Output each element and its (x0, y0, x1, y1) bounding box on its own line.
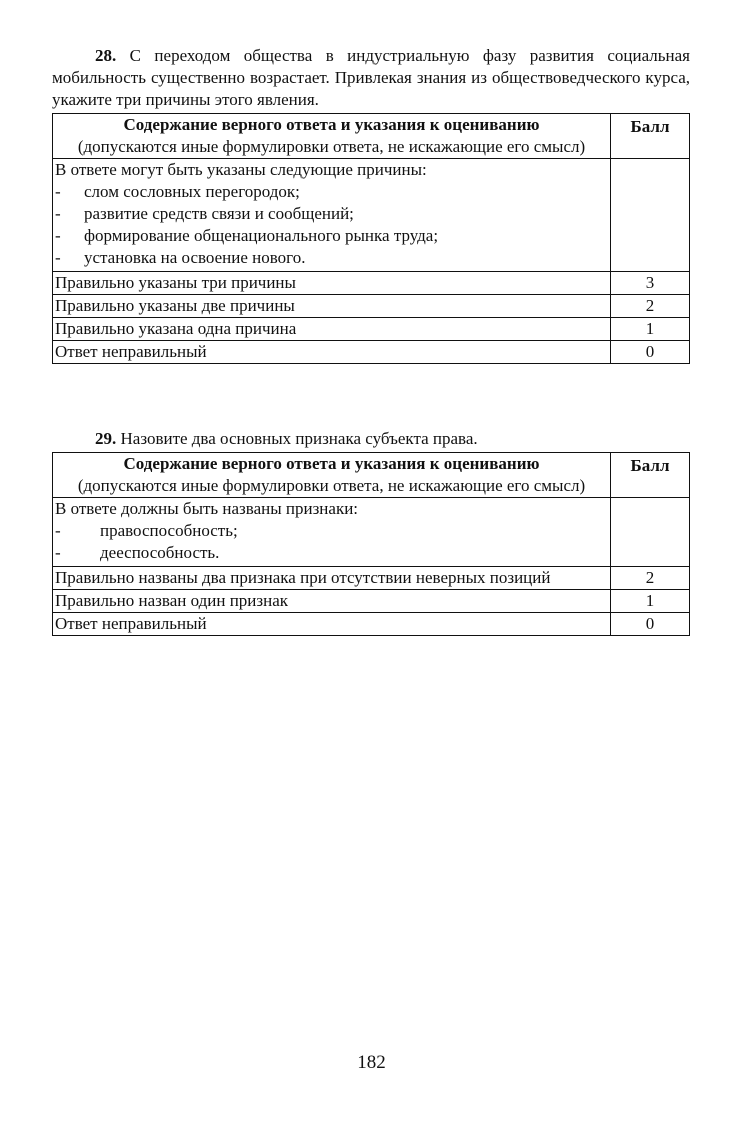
criterion-score: 2 (611, 295, 690, 318)
criterion-label: Правильно указаны две причины (53, 295, 611, 318)
question-29-text (52, 428, 690, 450)
answer-content-cell (53, 498, 611, 567)
list-item: - слом сословных перегородок; (55, 182, 300, 201)
criterion-label: Правильно назван один признак (53, 590, 611, 613)
criterion-score: 0 (611, 613, 690, 636)
header-content-cell (53, 114, 611, 159)
table-row (53, 613, 690, 636)
list-item: - установка на освоение нового. (55, 248, 306, 267)
criterion-score: 1 (611, 318, 690, 341)
question-29 (52, 428, 690, 636)
answer-score-cell (611, 498, 690, 567)
table-row (53, 341, 690, 364)
header-score-cell: Балл (611, 114, 690, 159)
criterion-score: 0 (611, 341, 690, 364)
question-28-number: 28. (95, 46, 117, 65)
answer-score-cell (611, 159, 690, 272)
answer-intro: В ответе могут быть указаны следующие причины: (55, 160, 427, 179)
answer-content-cell (53, 159, 611, 272)
criterion-label: Правильно названы два признака при отсутствии неверных позиций (53, 567, 611, 590)
criterion-label: Ответ неправильный (53, 613, 611, 636)
header-content-cell (53, 453, 611, 498)
question-28-prompt: С переходом общества в индустриальную фазу развития социальная мобильность существенно возрастает. Привлекая знания из обществоведческого курса, укажите три причины этого явления. (52, 46, 691, 109)
criterion-label: Правильно указаны три причины (53, 272, 611, 295)
criterion-score: 3 (611, 272, 690, 295)
criterion-label: Ответ неправильный (53, 341, 611, 364)
table-row (53, 590, 690, 613)
answer-row (53, 498, 690, 567)
criterion-score: 2 (611, 567, 690, 590)
list-item: - правоспособность; (55, 521, 238, 540)
list-item: - формирование общенационального рынка труда; (55, 226, 439, 245)
question-28-text (52, 45, 690, 111)
criterion-label: Правильно указана одна причина (53, 318, 611, 341)
page-number: 182 (357, 1052, 386, 1073)
table-row (53, 272, 690, 295)
table-row (53, 567, 690, 590)
header-sub: (допускаются иные формулировки ответа, не искажающие его смысл) (77, 137, 586, 156)
list-item: - развитие средств связи и сообщений; (55, 204, 354, 223)
question-28 (52, 45, 690, 364)
header-main: Содержание верного ответа и указания к оцениванию (123, 115, 540, 134)
criteria-table-28 (52, 113, 690, 364)
question-29-number: 29. (95, 429, 117, 448)
table-header-row (53, 453, 690, 498)
table-row (53, 318, 690, 341)
answer-intro: В ответе должны быть названы признаки: (55, 499, 359, 518)
question-29-prompt: Назовите два основных признака субъекта права. (120, 429, 478, 448)
criteria-table-29 (52, 452, 690, 636)
table-header-row (53, 114, 690, 159)
list-item: - дееспособность. (55, 543, 220, 562)
criterion-score: 1 (611, 590, 690, 613)
answer-row (53, 159, 690, 272)
header-main: Содержание верного ответа и указания к оцениванию (123, 454, 540, 473)
header-sub: (допускаются иные формулировки ответа, не искажающие его смысл) (77, 476, 586, 495)
table-row (53, 295, 690, 318)
header-score-cell: Балл (611, 453, 690, 498)
